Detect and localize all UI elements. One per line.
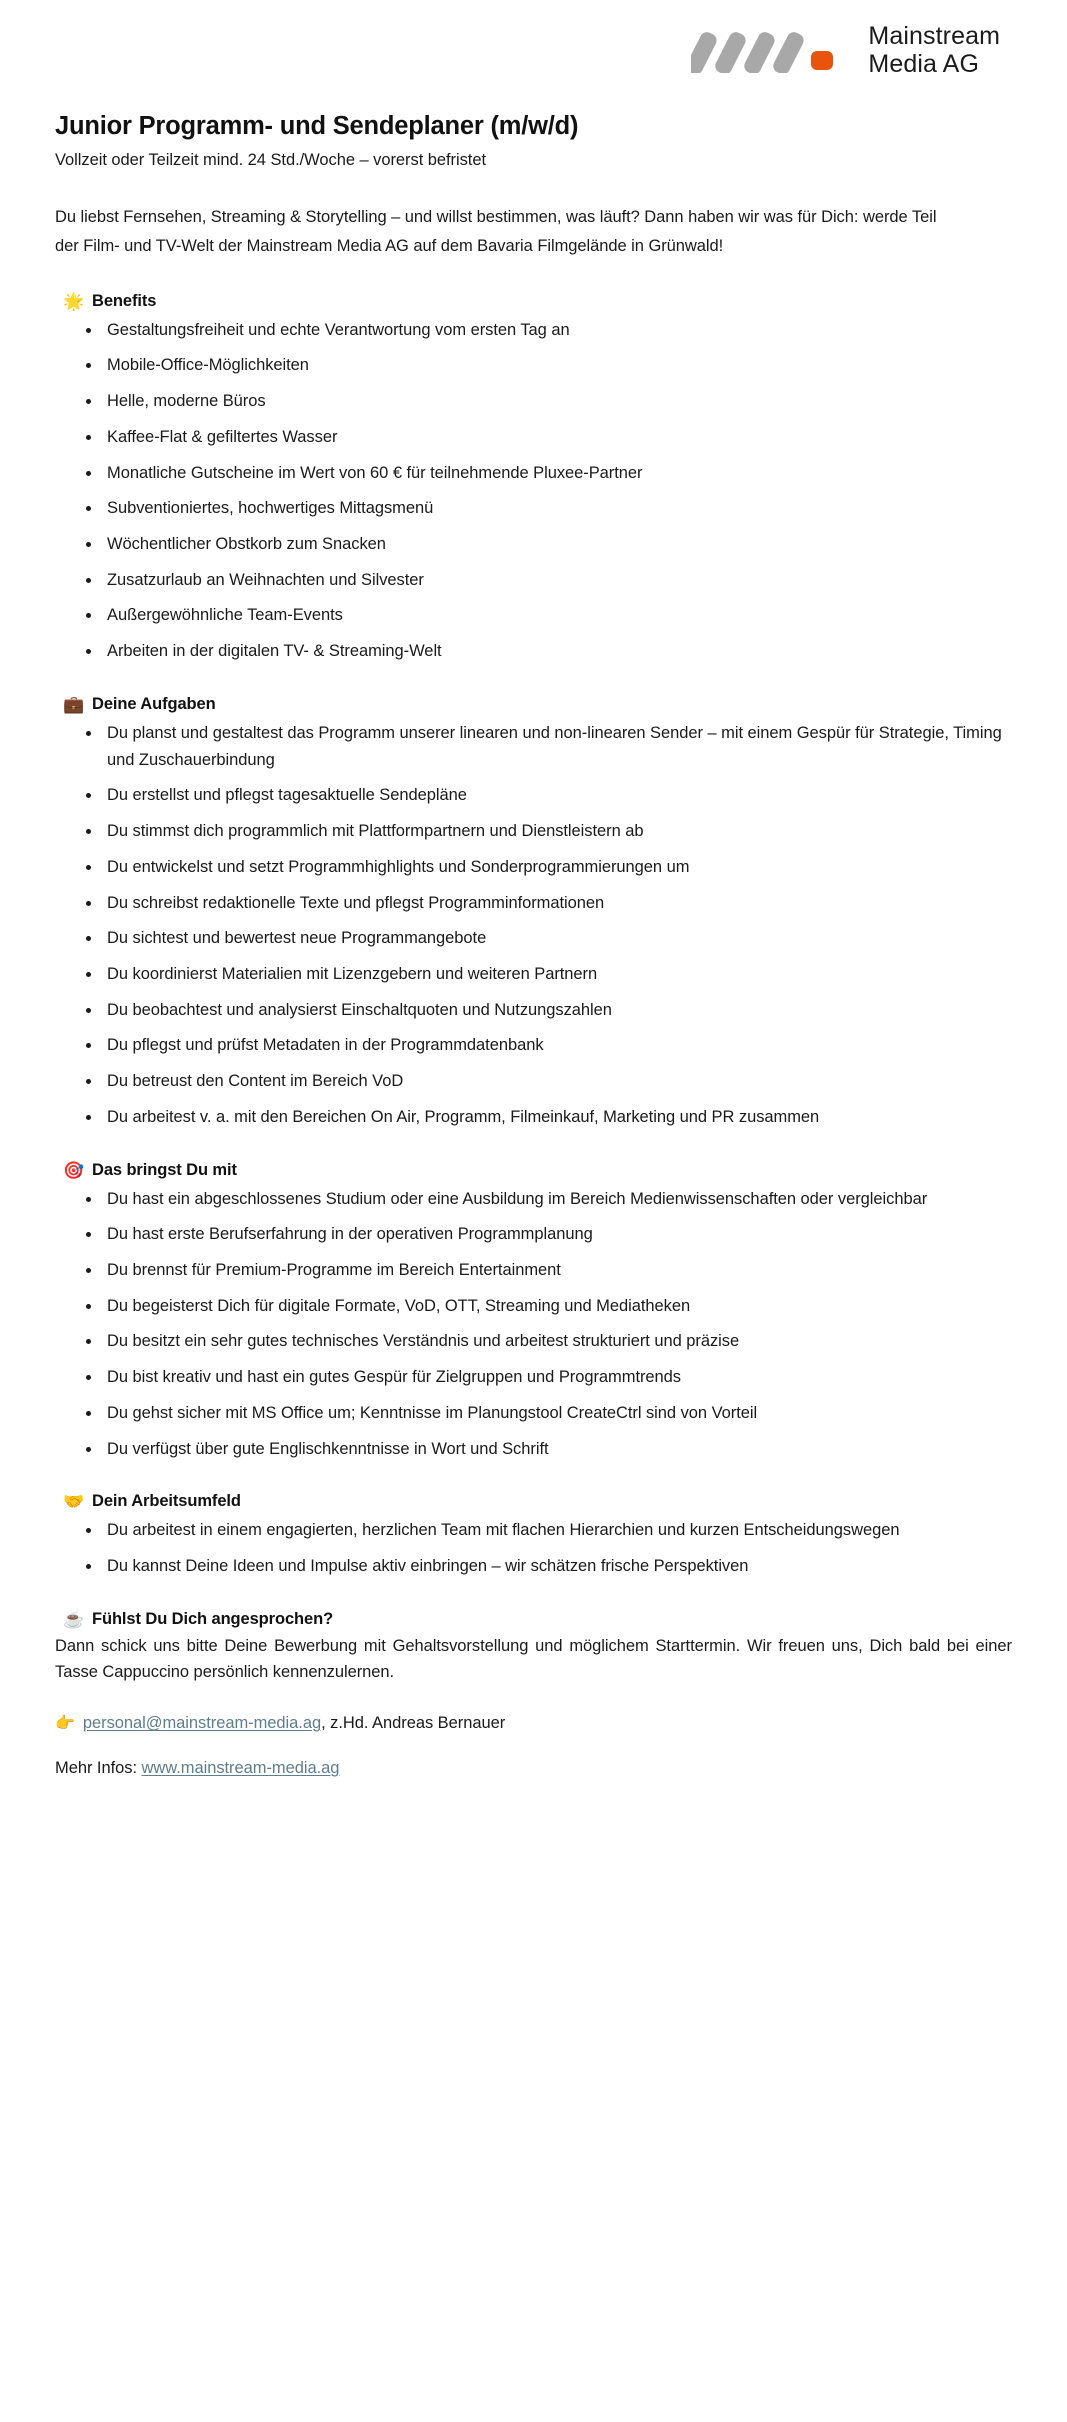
job-subtitle: Vollzeit oder Teilzeit mind. 24 Std./Woche – vorerst befristet	[55, 151, 487, 169]
contact-email-line	[55, 1714, 1012, 1733]
more-info-line	[55, 1759, 1012, 1778]
list-item: Monatliche Gutscheine im Wert von 60 € für teilnehmende Pluxee-Partner	[55, 460, 1007, 487]
list-item: Kaffee-Flat & gefiltertes Wasser	[55, 424, 1007, 451]
handshake-icon: 🤝	[63, 1492, 85, 1512]
list-item: Du planst und gestaltest das Programm unserer linearen und non-linearen Sender – mit einem Gespür für Strategie, Timing und Zuschauerbindung	[55, 720, 1007, 773]
section-heading-benefits	[63, 292, 1012, 311]
list-item: Du schreibst redaktionelle Texte und pflegst Programminformationen	[55, 890, 1007, 917]
list-item: Subventioniertes, hochwertiges Mittagsmenü	[55, 495, 1007, 522]
section-heading-aufgaben	[63, 695, 1012, 714]
list-item: Du arbeitest v. a. mit den Bereichen On Air, Programm, Filmeinkauf, Marketing und PR zusammen	[55, 1104, 1007, 1131]
closing-heading	[63, 1610, 1012, 1629]
website-link[interactable]: www.mainstream-media.ag	[141, 1759, 340, 1778]
list-item: Mobile-Office-Möglichkeiten	[55, 352, 1007, 379]
briefcase-icon: 💼	[63, 694, 85, 714]
company-name	[868, 22, 1000, 78]
coffee-cup-icon: ☕	[63, 1609, 85, 1629]
section-list-profil	[55, 1186, 1012, 1463]
logo-mark-icon	[691, 27, 851, 73]
list-item: Du hast erste Berufserfahrung in der operativen Programmplanung	[55, 1221, 1007, 1248]
contact-person: , z.Hd. Andreas Bernauer	[321, 1714, 506, 1733]
section-heading-profil	[63, 1161, 1012, 1180]
company-logo	[691, 22, 1000, 78]
intro-paragraph: Du liebst Fernsehen, Streaming & Storytelling – und willst bestimmen, was läuft? Dann haben wir was für Dich: werde Teil der Film- und TV-Welt der Mainstream Media AG auf dem Bavaria Filmgelände in Grünwald!	[55, 208, 937, 256]
list-item: Du hast ein abgeschlossenes Studium oder eine Ausbildung im Bereich Medienwissenschaften oder vergleichbar	[55, 1186, 1007, 1213]
list-item: Du gehst sicher mit MS Office um; Kenntnisse im Planungstool CreateCtrl sind von Vorteil	[55, 1400, 1007, 1427]
list-item: Helle, moderne Büros	[55, 388, 1007, 415]
list-item: Arbeiten in der digitalen TV- & Streaming-Welt	[55, 638, 1007, 665]
closing-title: Fühlst Du Dich angesprochen?	[92, 1609, 334, 1628]
list-item: Du pflegst und prüfst Metadaten in der Programmdatenbank	[55, 1032, 1007, 1059]
list-item: Außergewöhnliche Team-Events	[55, 602, 1007, 629]
more-info-label: Mehr Infos:	[55, 1759, 137, 1778]
list-item: Du stimmst dich programmlich mit Plattformpartnern und Dienstleistern ab	[55, 818, 1007, 845]
list-item: Du koordinierst Materialien mit Lizenzgebern und weiteren Partnern	[55, 961, 1007, 988]
closing-section	[55, 1610, 1012, 1778]
pointing-right-icon: 👉	[55, 1715, 75, 1733]
list-item: Du betreust den Content im Bereich VoD	[55, 1068, 1007, 1095]
section-aufgaben	[55, 695, 1012, 1131]
list-item: Du brennst für Premium-Programme im Bereich Entertainment	[55, 1257, 1007, 1284]
section-list-aufgaben	[55, 720, 1012, 1131]
section-profil	[55, 1161, 1012, 1463]
list-item: Du beobachtest und analysierst Einschaltquoten und Nutzungszahlen	[55, 997, 1007, 1024]
contact-email-wrap	[83, 1714, 505, 1733]
closing-paragraph: Dann schick uns bitte Deine Bewerbung mit Gehaltsvorstellung und möglichem Starttermin. Wir freuen uns, Dich bald bei einer Tasse Cappuccino persönlich kennenzulernen.	[55, 1636, 1012, 1682]
list-item: Du bist kreativ und hast ein gutes Gespür für Zielgruppen und Programmtrends	[55, 1364, 1007, 1391]
section-title-profil: Das bringst Du mit	[92, 1160, 237, 1179]
list-item: Du kannst Deine Ideen und Impulse aktiv einbringen – wir schätzen frische Perspektiven	[55, 1553, 1007, 1580]
section-title-aufgaben: Deine Aufgaben	[92, 694, 216, 713]
company-name-line1: Mainstream	[868, 22, 1000, 50]
list-item: Du besitzt ein sehr gutes technisches Verständnis und arbeitest strukturiert und präzise	[55, 1328, 1007, 1355]
list-item: Zusatzurlaub an Weihnachten und Silvester	[55, 567, 1007, 594]
list-item: Du arbeitest in einem engagierten, herzlichen Team mit flachen Hierarchien und kurzen Entscheidungswegen	[55, 1517, 1007, 1544]
section-arbeitsumfeld	[55, 1492, 1012, 1579]
list-item: Wöchentlicher Obstkorb zum Snacken	[55, 531, 1007, 558]
section-list-arbeitsumfeld	[55, 1517, 1012, 1579]
section-benefits	[55, 292, 1012, 665]
section-list-benefits	[55, 317, 1012, 665]
page-header	[55, 0, 1012, 100]
list-item: Du erstellst und pflegst tagesaktuelle Sendepläne	[55, 782, 1007, 809]
company-name-line2: Media AG	[868, 50, 979, 78]
page-title: Junior Programm- und Sendeplaner (m/w/d)	[55, 112, 579, 140]
section-title-benefits: Benefits	[92, 291, 157, 310]
sections-container	[55, 292, 1012, 1580]
target-dart-icon: 🎯	[63, 1160, 85, 1180]
list-item: Du entwickelst und setzt Programmhighlights und Sonderprogrammierungen um	[55, 854, 1007, 881]
section-title-arbeitsumfeld: Dein Arbeitsumfeld	[92, 1492, 241, 1511]
email-link[interactable]: personal@mainstream-media.ag	[82, 1714, 322, 1733]
list-item: Du verfügst über gute Englischkenntnisse in Wort und Schrift	[55, 1436, 1007, 1463]
section-heading-arbeitsumfeld	[63, 1492, 1012, 1511]
list-item: Du begeisterst Dich für digitale Formate, VoD, OTT, Streaming und Mediatheken	[55, 1293, 1007, 1320]
sparkle-star-icon: 🌟	[63, 291, 85, 311]
list-item: Du sichtest und bewertest neue Programmangebote	[55, 925, 1007, 952]
list-item: Gestaltungsfreiheit und echte Verantwortung vom ersten Tag an	[55, 317, 1007, 344]
